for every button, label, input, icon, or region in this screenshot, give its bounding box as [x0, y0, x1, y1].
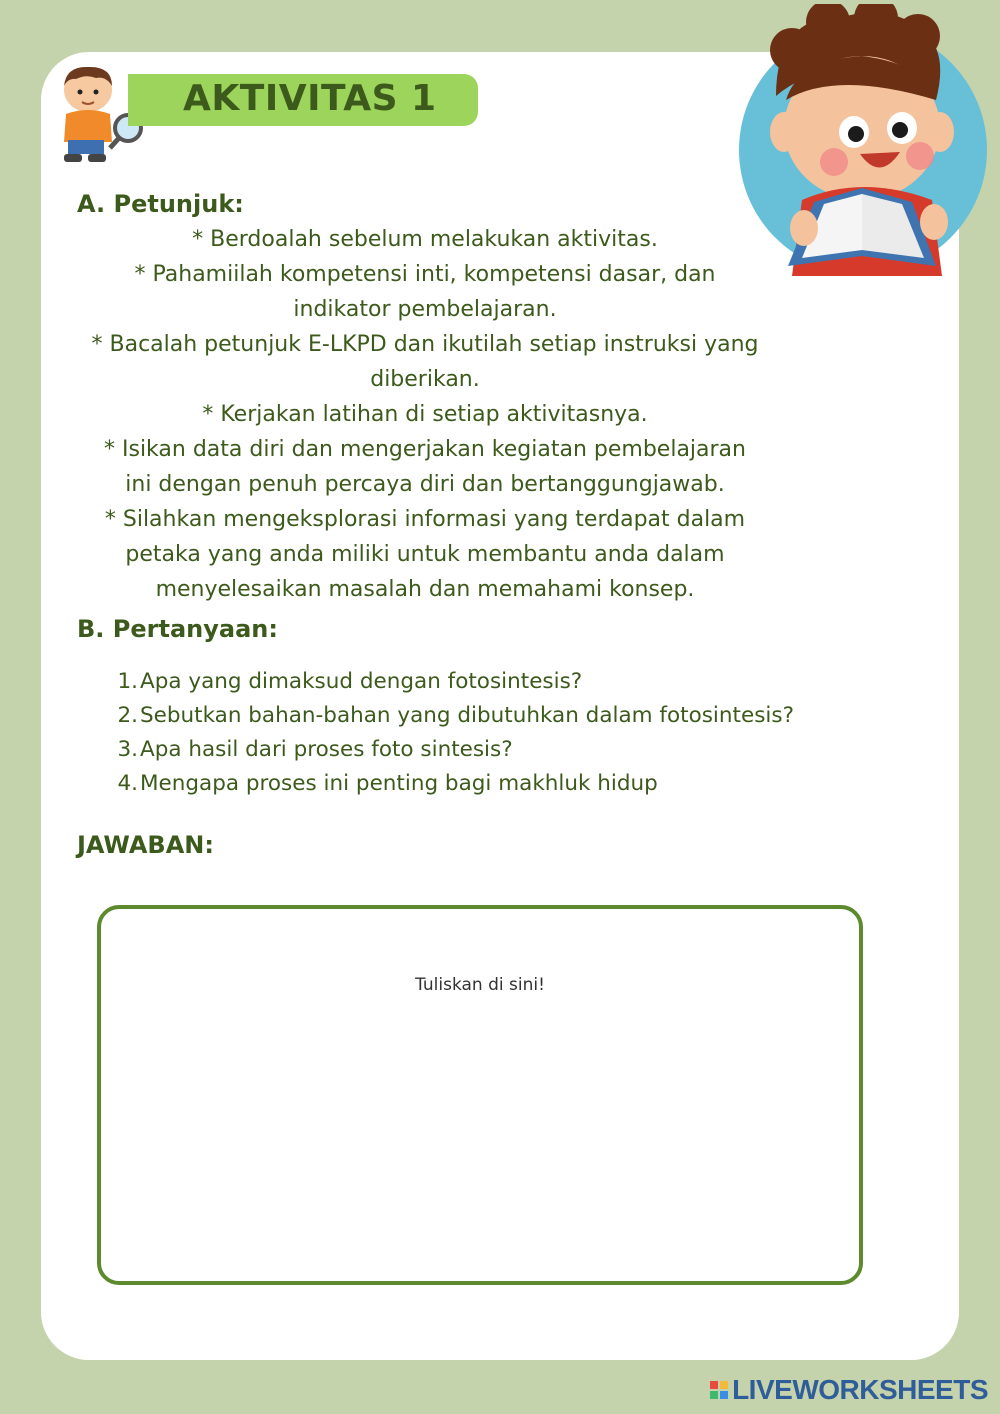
- question-list: [114, 665, 914, 801]
- section-a-heading: A. Petunjuk:: [77, 190, 244, 218]
- instruction-line: diberikan.: [370, 367, 480, 392]
- instruction-line: * Silahkan mengeksplorasi informasi yang terdapat dalam: [104, 507, 746, 532]
- instruction-line: ini dengan penuh percaya diri dan bertanggungjawab.: [125, 472, 725, 497]
- question-item: [114, 699, 914, 733]
- question-number: 1.: [117, 669, 138, 694]
- instruction-line: * Bacalah petunjuk E-LKPD dan ikutilah setiap instruksi yang: [91, 332, 759, 357]
- question-item: [114, 733, 914, 767]
- page-title: AKTIVITAS 1: [183, 78, 437, 119]
- question-number: 2.: [117, 703, 138, 728]
- instruction-line: * Kerjakan latihan di setiap aktivitasnya.: [202, 402, 648, 427]
- question-text: Mengapa proses ini penting bagi makhluk hidup: [140, 771, 658, 796]
- answer-heading: JAWABAN:: [77, 831, 214, 859]
- instruction-line: indikator pembelajaran.: [293, 297, 557, 322]
- answer-box[interactable]: [97, 905, 863, 1285]
- question-number: 3.: [117, 737, 138, 762]
- question-text: Apa hasil dari proses foto sintesis?: [140, 737, 513, 762]
- question-item: [114, 665, 914, 699]
- liveworksheets-branding: [710, 1374, 988, 1406]
- liveworksheets-logo-icon: [710, 1381, 728, 1399]
- liveworksheets-wordmark: LIVEWORKSHEETS: [732, 1374, 988, 1405]
- question-text: Sebutkan bahan-bahan yang dibutuhkan dalam fotosintesis?: [140, 703, 794, 728]
- instruction-line: * Isikan data diri dan mengerjakan kegiatan pembelajaran: [104, 437, 746, 462]
- question-text: Apa yang dimaksud dengan fotosintesis?: [140, 669, 583, 694]
- question-item: [114, 767, 914, 801]
- instruction-line: petaka yang anda miliki untuk membantu anda dalam: [125, 542, 725, 567]
- instruction-line: * Pahamiilah kompetensi inti, kompetensi dasar, dan: [134, 262, 716, 287]
- question-number: 4.: [117, 771, 138, 796]
- instructions-text: [40, 222, 810, 607]
- instruction-line: * Berdoalah sebelum melakukan aktivitas.: [192, 227, 658, 252]
- instruction-line: menyelesaikan masalah dan memahami konsep.: [155, 577, 695, 602]
- answer-input[interactable]: Tuliskan di sini!: [415, 975, 545, 995]
- section-b-heading: B. Pertanyaan:: [77, 615, 278, 643]
